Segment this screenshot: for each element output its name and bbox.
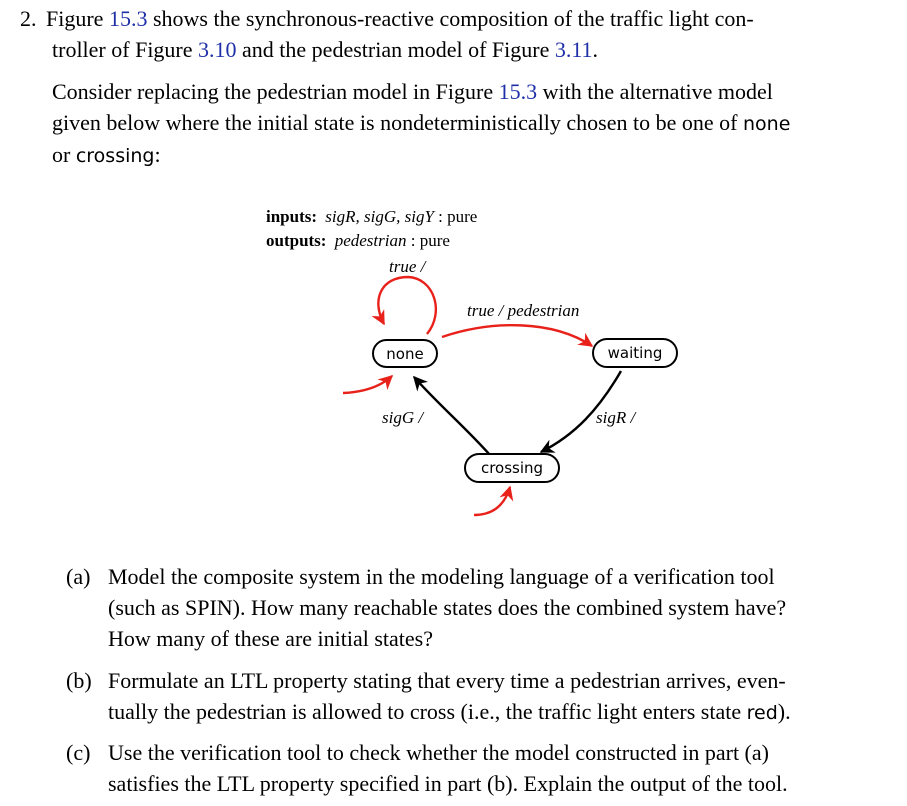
consider-text: given below where the initial state is nondeterministically chosen to be one of <box>52 110 743 135</box>
part-c-line-2: satisfies the LTL property specified in part (b). Explain the output of the tool. <box>108 771 788 796</box>
part-b-line-2 <box>108 697 791 728</box>
intro-text: troller of Figure <box>52 37 199 62</box>
outputs-label: outputs: <box>266 231 327 250</box>
inputs-declaration <box>266 207 477 226</box>
state-name-code: none <box>742 113 791 135</box>
state-name-code: crossing <box>75 145 155 167</box>
consider-text: Consider replacing the pedestrian model in Figure <box>52 79 499 104</box>
part-a-label: (a) <box>66 564 91 589</box>
consider-text: or <box>52 142 76 167</box>
state-none-label: none <box>386 345 424 363</box>
edge-label-waiting-crossing: sigR / <box>596 408 636 427</box>
intro-text: Figure <box>46 6 109 31</box>
part-a-line-1: Model the composite system in the modeling language of a verification tool <box>108 564 775 589</box>
outputs-declaration <box>266 231 450 250</box>
state-crossing-label: crossing <box>480 459 544 477</box>
part-b-line-1: Formulate an LTL property stating that every time a pedestrian arrives, even- <box>108 668 786 693</box>
part-b-text: tually the pedestrian is allowed to cross (i.e., the traffic light enters state <box>108 699 747 724</box>
inputs-type: : pure <box>438 207 478 226</box>
part-b-text: ). <box>777 699 791 724</box>
initial-arrow-crossing <box>474 487 510 515</box>
consider-text: with the alternative model <box>537 79 773 104</box>
state-waiting <box>593 339 677 367</box>
edge-label-none-waiting: true / pedestrian <box>467 301 580 320</box>
outputs-vars: pedestrian <box>334 231 407 250</box>
consider-text: : <box>154 142 161 167</box>
figure-ref-link[interactable]: 15.3 <box>108 6 148 31</box>
state-none <box>373 340 437 367</box>
self-loop-transition <box>378 277 436 334</box>
part-a-line-3: How many of these are initial states? <box>108 626 434 651</box>
intro-text: and the pedestrian model of Figure <box>236 37 555 62</box>
figure-ref-link[interactable]: 3.10 <box>198 37 237 62</box>
part-c-line-1: Use the verification tool to check whether the model constructed in part (a) <box>108 740 769 765</box>
transition-none-to-waiting <box>442 325 592 346</box>
outputs-type: : pure <box>410 231 450 250</box>
intro-text: . <box>592 37 599 62</box>
state-name-code: red <box>746 702 778 724</box>
part-c-label: (c) <box>66 740 91 765</box>
inputs-label: inputs: <box>266 207 318 226</box>
state-waiting-label: waiting <box>607 344 663 362</box>
intro-text: shows the synchronous-reactive composition of the traffic light con- <box>147 6 754 31</box>
initial-arrow-none <box>343 376 392 393</box>
part-a-line-2: (such as SPIN). How many reachable states does the combined system have? <box>108 595 787 620</box>
self-loop-label: true / <box>389 257 426 276</box>
figure-ref-link[interactable]: 3.11 <box>554 37 593 62</box>
edge-label-crossing-none: sigG / <box>382 408 424 427</box>
state-crossing <box>465 454 559 482</box>
problem-number: 2. <box>20 6 37 31</box>
inputs-vars: sigR, sigG, sigY <box>325 207 434 226</box>
figure-ref-link[interactable]: 15.3 <box>498 79 538 104</box>
part-b-label: (b) <box>66 668 92 693</box>
transition-crossing-to-none <box>414 377 490 455</box>
